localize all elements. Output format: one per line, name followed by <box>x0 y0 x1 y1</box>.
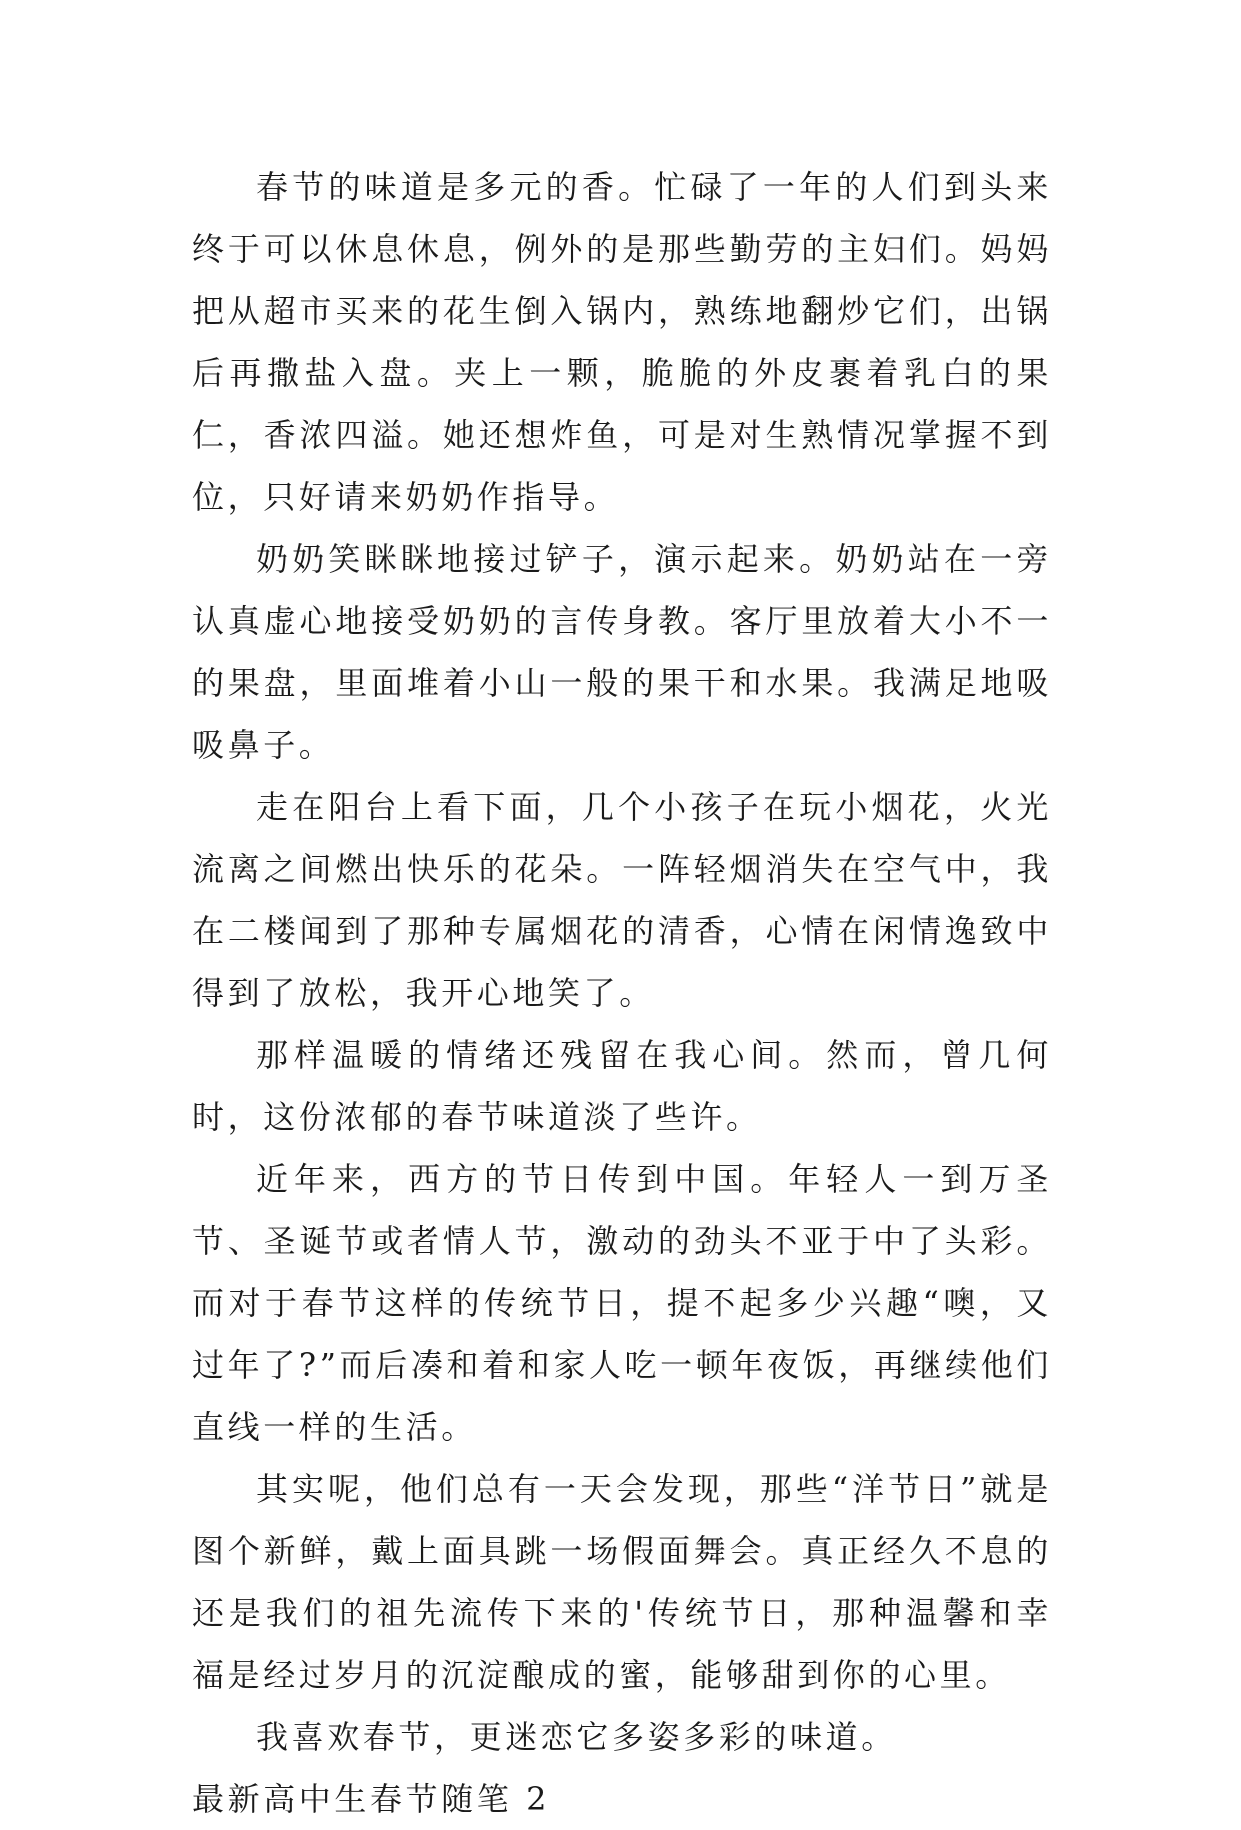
paragraph-6: 其实呢，他们总有一天会发现，那些“洋节日”就是图个新鲜，戴上面具跳一场假面舞会。真正经久不息的还是我们的祖先流传下来的'传统节日，那种温馨和幸福是经过岁月的沉淀酿成的蜜，能够甜到你的心里。 <box>192 1470 1052 1694</box>
paragraph-7: 我喜欢春节，更迷恋它多姿多彩的味道。 <box>256 1718 897 1756</box>
document-body <box>192 156 1052 1830</box>
paragraph-4: 那样温暖的情绪还残留在我心间。然而，曾几何时，这份浓郁的春节味道淡了些许。 <box>192 1036 1052 1136</box>
section-heading: 最新高中生春节随笔 2 <box>192 1780 551 1818</box>
paragraph-5: 近年来，西方的节日传到中国。年轻人一到万圣节、圣诞节或者情人节，激动的劲头不亚于中了头彩。而对于春节这样的传统节日，提不起多少兴趣“噢，又过年了?”而后凑和着和家人吃一顿年夜饭，再继续他们直线一样的生活。 <box>192 1160 1052 1446</box>
paragraph-1: 春节的味道是多元的香。忙碌了一年的人们到头来终于可以休息休息，例外的是那些勤劳的主妇们。妈妈把从超市买来的花生倒入锅内，熟练地翻炒它们，出锅后再撒盐入盘。夹上一颗，脆脆的外皮裹着乳白的果仁，香浓四溢。她还想炸鱼，可是对生熟情况掌握不到位，只好请来奶奶作指导。 <box>192 168 1052 516</box>
paragraph-3: 走在阳台上看下面，几个小孩子在玩小烟花，火光流离之间燃出快乐的花朵。一阵轻烟消失在空气中，我在二楼闻到了那种专属烟花的清香，心情在闲情逸致中得到了放松，我开心地笑了。 <box>192 788 1052 1012</box>
paragraph-2: 奶奶笑眯眯地接过铲子，演示起来。奶奶站在一旁认真虚心地接受奶奶的言传身教。客厅里放着大小不一的果盘，里面堆着小山一般的果干和水果。我满足地吸吸鼻子。 <box>192 540 1052 764</box>
